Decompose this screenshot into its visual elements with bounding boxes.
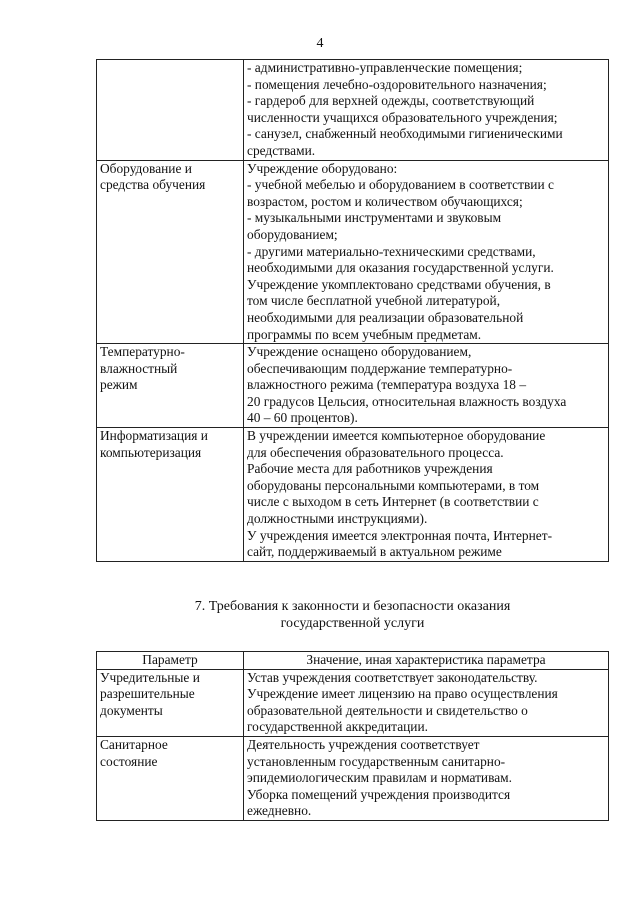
text-line: Учреждение оснащено оборудованием,: [247, 344, 472, 360]
table-header-row: [97, 652, 609, 670]
text-line: оборудованием;: [247, 226, 338, 242]
text-line: необходимыми для оказания государственной услуги.: [247, 260, 554, 276]
text-line: Оборудование и: [100, 160, 192, 176]
text-line: - административно-управленческие помещения;: [247, 60, 523, 75]
param-cell: [97, 669, 244, 736]
text-line: документы: [100, 702, 163, 718]
text-line: Уборка помещений учреждения производится: [247, 786, 511, 802]
value-cell: [244, 60, 609, 161]
text-line: средства обучения: [100, 177, 206, 193]
text-line: компьютеризация: [100, 444, 202, 460]
text-line: Устав учреждения соответствует законодательству.: [247, 669, 538, 685]
text-line: Температурно-: [100, 344, 185, 360]
text-line: Рабочие места для работников учреждения: [247, 461, 493, 477]
text-line: Учреждение имеет лицензию на право осуществления: [247, 686, 558, 702]
text-line: В учреждении имеется компьютерное оборудование: [247, 428, 546, 444]
text-line: возрастом, ростом и количеством обучающихся;: [247, 193, 523, 209]
text-line: 20 градусов Цельсия, относительная влажность воздуха: [247, 393, 567, 409]
text-line: Деятельность учреждения соответствует: [247, 736, 480, 752]
text-line: эпидемиологическим правилам и нормативам.: [247, 770, 512, 786]
heading-line: государственной услуги: [280, 616, 425, 631]
text-line: Учредительные и: [100, 669, 200, 685]
column-header-param: Параметр: [97, 652, 244, 670]
text-line: 40 – 60 процентов).: [247, 410, 358, 426]
text-line: У учреждения имеется электронная почта, Интернет-: [247, 527, 553, 543]
text-line: установленным государственным санитарно-: [247, 753, 506, 769]
text-line: разрешительные: [100, 686, 195, 702]
text-line: программы по всем учебным предметам.: [247, 326, 482, 342]
table-row: [97, 60, 609, 161]
text-line: - другими материально-техническими средствами,: [247, 243, 536, 259]
table-row: [97, 344, 609, 428]
text-line: - санузел, снабженный необходимыми гигиеническими: [247, 126, 563, 142]
text-line: числе с выходом в сеть Интернет (в соответствии с: [247, 494, 539, 510]
text-line: сайт, поддерживаемый в актуальном режиме: [247, 544, 502, 560]
table-row: [97, 160, 609, 344]
text-line: численности учащихся образовательного учреждения;: [247, 109, 558, 125]
text-line: - гардероб для верхней одежды, соответствующий: [247, 93, 535, 109]
text-line: Учреждение оборудовано:: [247, 160, 398, 176]
value-cell: [244, 160, 609, 344]
text-line: средствами.: [247, 142, 316, 158]
text-line: должностными инструкциями).: [247, 511, 428, 527]
text-line: государственной аккредитации.: [247, 719, 428, 735]
text-line: влажностного режима (температура воздуха 18 –: [247, 377, 527, 393]
text-line: для обеспечения образовательного процесса.: [247, 444, 504, 460]
section-heading: [96, 598, 609, 632]
table-row: [97, 428, 609, 562]
text-line: Учреждение укомплектовано средствами обучения, в: [247, 276, 551, 292]
text-line: Санитарное: [100, 736, 168, 752]
text-line: влажностный: [100, 360, 178, 376]
text-line: Информатизация и: [100, 428, 208, 444]
table-row: [97, 736, 609, 820]
param-cell: [97, 736, 244, 820]
table-row: [97, 669, 609, 736]
value-cell: [244, 344, 609, 428]
table-facilities: [96, 59, 609, 562]
param-cell: [97, 160, 244, 344]
text-line: образовательной деятельности и свидетельство о: [247, 702, 528, 718]
table-legality: [96, 651, 609, 821]
value-cell: [244, 736, 609, 820]
value-cell: [244, 428, 609, 562]
text-line: состояние: [100, 753, 158, 769]
text-line: обеспечивающим поддержание температурно-: [247, 360, 513, 376]
text-line: ежедневно.: [247, 803, 312, 819]
text-line: - помещения лечебно-оздоровительного назначения;: [247, 76, 547, 92]
page-number: 4: [316, 36, 324, 51]
param-cell: [97, 344, 244, 428]
text-line: необходимыми для реализации образовательной: [247, 309, 524, 325]
value-cell: [244, 669, 609, 736]
text-line: - музыкальными инструментами и звуковым: [247, 210, 502, 226]
column-header-value: Значение, иная характеристика параметра: [244, 652, 609, 670]
text-line: том числе бесплатной учебной литературой,: [247, 293, 501, 309]
text-line: оборудованы персональными компьютерами, в том: [247, 477, 540, 493]
text-line: - учебной мебелью и оборудованием в соответствии с: [247, 177, 554, 193]
param-cell: [97, 60, 244, 161]
text-line: режим: [100, 377, 138, 393]
heading-line: 7. Требования к законности и безопасности оказания: [194, 599, 511, 614]
param-cell: [97, 428, 244, 562]
